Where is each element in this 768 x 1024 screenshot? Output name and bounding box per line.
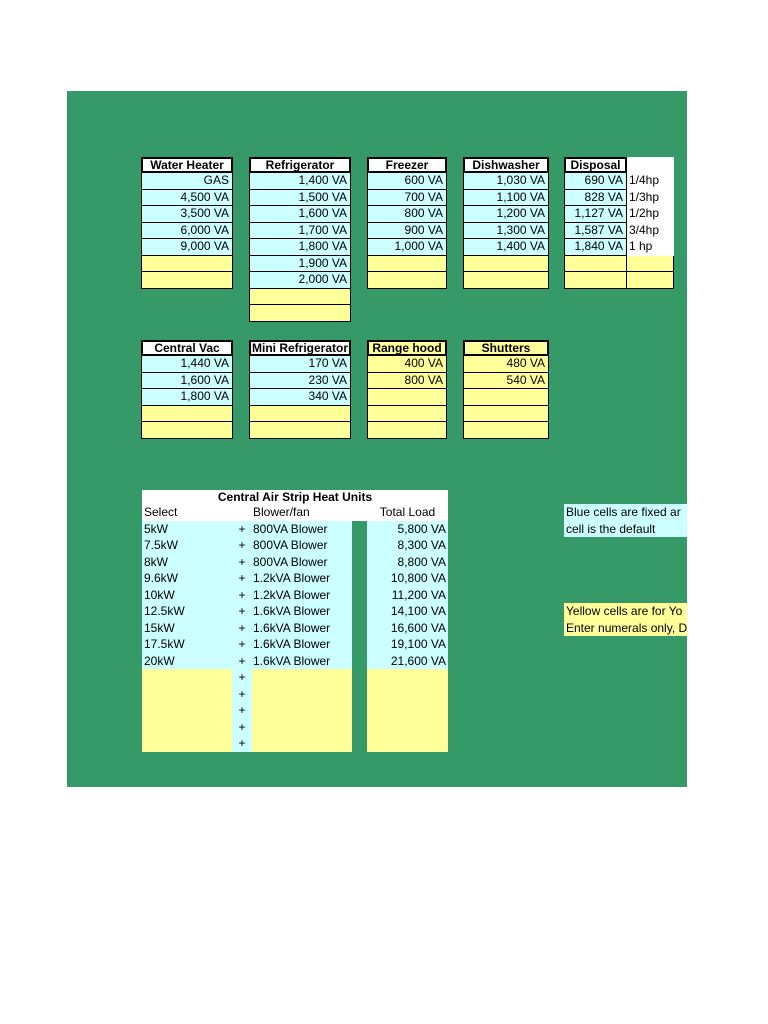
refrigerator-value-cell[interactable]: 2,000 VA: [249, 272, 351, 289]
total-input-cell[interactable]: [367, 686, 448, 703]
mini-refrigerator-table: [249, 340, 351, 439]
select-cell: 20kW: [142, 653, 232, 670]
mini-refrigerator-value-cell[interactable]: 170 VA: [249, 356, 351, 373]
dishwasher-value-cell[interactable]: 1,100 VA: [463, 190, 549, 207]
select-input-cell[interactable]: [142, 702, 232, 719]
gap-cell[interactable]: [352, 735, 367, 752]
plus-cell: +: [232, 603, 252, 620]
refrigerator-value-cell[interactable]: 1,900 VA: [249, 256, 351, 273]
disposal-value-cell[interactable]: 828 VA: [564, 190, 627, 207]
refrigerator-value-cell[interactable]: 1,600 VA: [249, 206, 351, 223]
range-hood-input-cell[interactable]: [367, 422, 447, 439]
range-hood-value-cell[interactable]: 800 VA: [367, 373, 447, 390]
central-vac-value-cell[interactable]: 1,600 VA: [141, 373, 233, 390]
blower-input-cell[interactable]: [252, 686, 352, 703]
gap-cell: [352, 636, 367, 653]
central-vac-header: Central Vac: [141, 340, 233, 356]
mini-refrigerator-input-cell[interactable]: [249, 406, 351, 423]
select-input-cell[interactable]: [142, 719, 232, 736]
central-air-input-row[interactable]: [142, 735, 448, 752]
blue-cells-note: [564, 504, 687, 537]
central-air-row[interactable]: [142, 636, 448, 653]
central-vac-table: [141, 340, 233, 439]
refrigerator-value-cell[interactable]: 1,800 VA: [249, 239, 351, 256]
col-gap-header: [352, 504, 367, 521]
shutters-table: [463, 340, 549, 439]
gap-cell[interactable]: [352, 702, 367, 719]
yellow-note-line2: Enter numerals only, D: [566, 620, 687, 635]
col-select-header: Select: [142, 504, 232, 521]
total-input-cell[interactable]: [367, 669, 448, 686]
shutters-value-cell[interactable]: 480 VA: [463, 356, 549, 373]
total-load-cell: 5,800 VA: [367, 521, 448, 538]
dishwasher-value-cell[interactable]: 1,030 VA: [463, 173, 549, 190]
water-heater-header: Water Heater: [141, 157, 233, 173]
disposal-value-cell[interactable]: 1,840 VA: [564, 239, 627, 256]
central-air-row[interactable]: [142, 537, 448, 554]
plus-cell: +: [232, 554, 252, 571]
gap-cell[interactable]: [352, 719, 367, 736]
shutters-input-cell[interactable]: [463, 406, 549, 423]
refrigerator-value-cell[interactable]: 1,400 VA: [249, 173, 351, 190]
water-heater-input-cell[interactable]: [141, 272, 233, 289]
select-input-cell[interactable]: [142, 735, 232, 752]
central-air-input-row[interactable]: [142, 669, 448, 686]
blower-cell: 1.6kVA Blower: [252, 603, 352, 620]
refrigerator-header: Refrigerator: [249, 157, 351, 173]
freezer-input-cell[interactable]: [367, 272, 447, 289]
water-heater-value-cell[interactable]: 9,000 VA: [141, 239, 233, 256]
blower-input-cell[interactable]: [252, 735, 352, 752]
dishwasher-input-cell[interactable]: [463, 256, 549, 273]
blue-note-line1: Blue cells are fixed ar: [564, 504, 687, 521]
yellow-note-line1: Yellow cells are for Yo: [564, 603, 687, 620]
select-cell: 5kW: [142, 521, 232, 538]
gap-cell[interactable]: [352, 669, 367, 686]
plus-cell: +: [232, 537, 252, 554]
select-input-cell[interactable]: [142, 669, 232, 686]
disposal-table: [564, 157, 627, 289]
freezer-value-cell[interactable]: 900 VA: [367, 223, 447, 240]
col-total-header: Total Load: [367, 504, 448, 521]
freezer-table: [367, 157, 447, 289]
freezer-value-cell[interactable]: 600 VA: [367, 173, 447, 190]
disposal-value-cell[interactable]: 690 VA: [564, 173, 627, 190]
freezer-input-cell[interactable]: [367, 256, 447, 273]
col-blower-header: Blower/fan: [252, 504, 352, 521]
total-input-cell[interactable]: [367, 735, 448, 752]
dishwasher-header: Dishwasher: [463, 157, 549, 173]
select-cell: 8kW: [142, 554, 232, 571]
gap-cell: [352, 537, 367, 554]
mini-refrigerator-value-cell[interactable]: 230 VA: [249, 373, 351, 390]
blower-cell: 1.6kVA Blower: [252, 636, 352, 653]
disposal-hp-cell: 3/4hp: [627, 223, 674, 240]
yellow-cells-note: [564, 603, 687, 636]
plus-cell: +: [232, 570, 252, 587]
central-vac-value-cell[interactable]: 1,800 VA: [141, 389, 233, 406]
blower-input-cell[interactable]: [252, 719, 352, 736]
mini-refrigerator-header: Mini Refrigerator: [249, 340, 351, 356]
central-air-input-row[interactable]: [142, 702, 448, 719]
plus-cell: +: [232, 702, 252, 719]
water-heater-value-cell[interactable]: 3,500 VA: [141, 206, 233, 223]
disposal-value-cell[interactable]: 1,587 VA: [564, 223, 627, 240]
blue-note-line2: cell is the default: [564, 521, 687, 538]
central-air-row[interactable]: [142, 554, 448, 571]
plus-cell: +: [232, 719, 252, 736]
dishwasher-input-cell[interactable]: [463, 272, 549, 289]
blower-cell: 1.2kVA Blower: [252, 570, 352, 587]
blower-cell: 800VA Blower: [252, 554, 352, 571]
blower-input-cell[interactable]: [252, 669, 352, 686]
select-input-cell[interactable]: [142, 686, 232, 703]
central-air-row[interactable]: [142, 521, 448, 538]
disposal-value-cell[interactable]: 1,127 VA: [564, 206, 627, 223]
disposal-hp-cell: 1 hp: [627, 239, 674, 256]
blower-cell: 1.2kVA Blower: [252, 587, 352, 604]
water-heater-value-cell[interactable]: GAS: [141, 173, 233, 190]
blower-cell: 1.6kVA Blower: [252, 620, 352, 637]
central-air-row[interactable]: [142, 653, 448, 670]
gap-cell: [352, 570, 367, 587]
disposal-header: Disposal: [564, 157, 627, 173]
dishwasher-table: [463, 157, 549, 289]
refrigerator-value-cell[interactable]: 1,700 VA: [249, 223, 351, 240]
freezer-value-cell[interactable]: 1,000 VA: [367, 239, 447, 256]
plus-cell: +: [232, 636, 252, 653]
shutters-input-cell[interactable]: [463, 422, 549, 439]
select-cell: 12.5kW: [142, 603, 232, 620]
shutters-value-cell[interactable]: 540 VA: [463, 373, 549, 390]
disposal-hp-input-cell[interactable]: [627, 256, 674, 273]
water-heater-value-cell[interactable]: 4,500 VA: [141, 190, 233, 207]
disposal-hp-cell: 1/3hp: [627, 190, 674, 207]
total-load-cell: 11,200 VA: [367, 587, 448, 604]
central-vac-input-cell[interactable]: [141, 422, 233, 439]
freezer-header: Freezer: [367, 157, 447, 173]
dishwasher-value-cell[interactable]: 1,300 VA: [463, 223, 549, 240]
select-cell: 7.5kW: [142, 537, 232, 554]
refrigerator-value-cell[interactable]: 1,500 VA: [249, 190, 351, 207]
range-hood-header: Range hood: [367, 340, 447, 356]
blower-cell: 1.6kVA Blower: [252, 653, 352, 670]
central-air-input-row[interactable]: [142, 686, 448, 703]
plus-cell: +: [232, 669, 252, 686]
gap-cell: [352, 587, 367, 604]
mini-refrigerator-input-cell[interactable]: [249, 422, 351, 439]
gap-cell: [352, 620, 367, 637]
range-hood-input-cell[interactable]: [367, 389, 447, 406]
disposal-input-cell[interactable]: [564, 272, 627, 289]
gap-cell: [352, 603, 367, 620]
col-plus-header: [232, 504, 252, 521]
select-cell: 17.5kW: [142, 636, 232, 653]
gap-cell: [352, 554, 367, 571]
central-vac-input-cell[interactable]: [141, 406, 233, 423]
total-input-cell[interactable]: [367, 719, 448, 736]
plus-cell: +: [232, 620, 252, 637]
central-air-row[interactable]: [142, 620, 448, 637]
plus-cell: +: [232, 521, 252, 538]
range-hood-value-cell[interactable]: 400 VA: [367, 356, 447, 373]
blower-cell: 800VA Blower: [252, 521, 352, 538]
disposal-hp-input-cell[interactable]: [627, 272, 674, 289]
select-cell: 10kW: [142, 587, 232, 604]
shutters-header: Shutters: [463, 340, 549, 356]
plus-cell: +: [232, 735, 252, 752]
shutters-input-cell[interactable]: [463, 389, 549, 406]
total-load-cell: 8,800 VA: [367, 554, 448, 571]
dishwasher-value-cell[interactable]: 1,400 VA: [463, 239, 549, 256]
disposal-input-cell[interactable]: [564, 256, 627, 273]
central-air-row[interactable]: [142, 603, 448, 620]
blower-input-cell[interactable]: [252, 702, 352, 719]
disposal-hp-column: [627, 157, 674, 289]
freezer-value-cell[interactable]: 800 VA: [367, 206, 447, 223]
refrigerator-input-cell[interactable]: [249, 289, 351, 306]
freezer-value-cell[interactable]: 700 VA: [367, 190, 447, 207]
total-load-cell: 16,600 VA: [367, 620, 448, 637]
disposal-hp-cell: 1/4hp: [627, 173, 674, 190]
disposal-hp-cell: 1/2hp: [627, 206, 674, 223]
refrigerator-table: [249, 157, 351, 322]
plus-cell: +: [232, 686, 252, 703]
water-heater-input-cell[interactable]: [141, 256, 233, 273]
disposal-hp-header: [627, 157, 674, 173]
select-cell: 9.6kW: [142, 570, 232, 587]
refrigerator-input-cell[interactable]: [249, 305, 351, 322]
range-hood-input-cell[interactable]: [367, 406, 447, 423]
dishwasher-value-cell[interactable]: 1,200 VA: [463, 206, 549, 223]
range-hood-table: [367, 340, 447, 439]
central-air-input-row[interactable]: [142, 719, 448, 736]
water-heater-value-cell[interactable]: 6,000 VA: [141, 223, 233, 240]
central-air-title: Central Air Strip Heat Units: [142, 490, 448, 504]
gap-cell: [352, 653, 367, 670]
select-cell: 15kW: [142, 620, 232, 637]
gap-cell: [352, 521, 367, 538]
central-air-row[interactable]: [142, 587, 448, 604]
gap-cell[interactable]: [352, 686, 367, 703]
mini-refrigerator-value-cell[interactable]: 340 VA: [249, 389, 351, 406]
total-input-cell[interactable]: [367, 702, 448, 719]
central-vac-value-cell[interactable]: 1,440 VA: [141, 356, 233, 373]
total-load-cell: 8,300 VA: [367, 537, 448, 554]
total-load-cell: 21,600 VA: [367, 653, 448, 670]
central-air-table: [142, 490, 448, 752]
total-load-cell: 14,100 VA: [367, 603, 448, 620]
blower-cell: 800VA Blower: [252, 537, 352, 554]
central-air-row[interactable]: [142, 570, 448, 587]
plus-cell: +: [232, 587, 252, 604]
plus-cell: +: [232, 653, 252, 670]
central-air-header-row: [142, 504, 448, 521]
total-load-cell: 19,100 VA: [367, 636, 448, 653]
central-air-rows: [142, 521, 448, 752]
total-load-cell: 10,800 VA: [367, 570, 448, 587]
water-heater-table: [141, 157, 233, 289]
